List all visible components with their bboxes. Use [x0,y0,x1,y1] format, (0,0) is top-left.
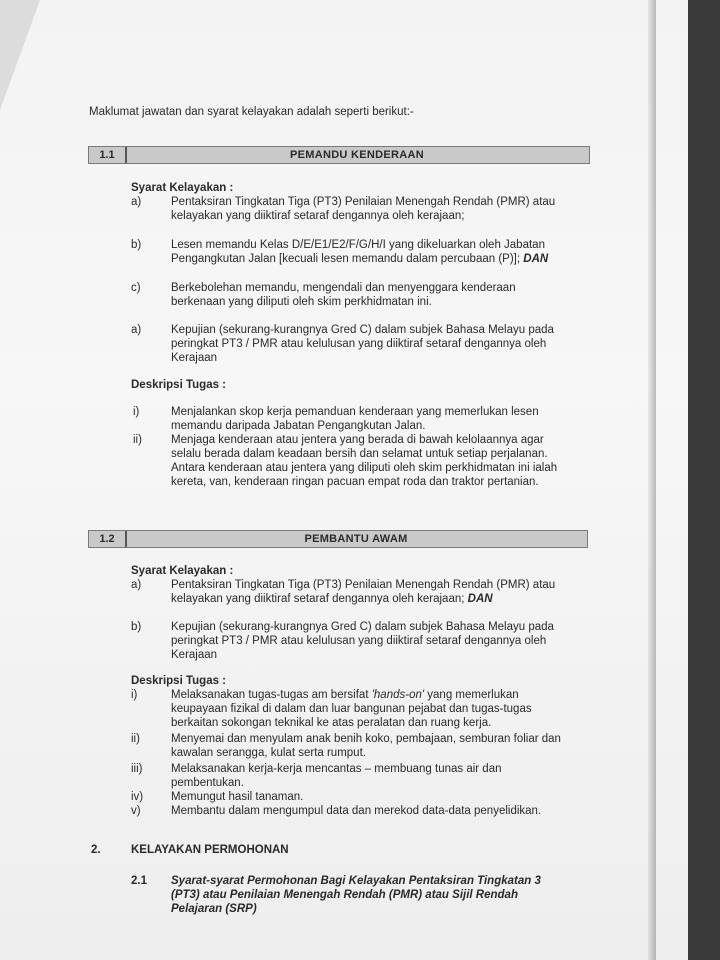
item-line: berkenaan yang diliputi oleh skim perkhidmatan ini. [171,296,432,308]
intro-text: Maklumat jawatan dan syarat kelayakan adalah seperti berikut:- [89,106,414,118]
item-label: iv) [131,791,144,803]
tugas-heading: Deskripsi Tugas : [131,675,227,687]
section-2-title: KELAYAKAN PERMOHONAN [131,844,289,856]
item-line: Antara kenderaan atau jentera yang diliputi oleh skim perkhidmatan ini ialah [171,462,558,474]
item-label: ii) [131,733,140,745]
item-label: i) [133,406,140,418]
item-label: v) [131,805,141,817]
item-label: a) [131,196,142,208]
item-line: kelayakan yang diiktiraf setaraf dengannya oleh kerajaan; DAN [171,593,493,605]
item-line: Kerajaan [171,649,218,661]
item-label: c) [131,282,141,294]
item-line: memandu daripada Jabatan Pengangkutan Jalan. [171,420,426,432]
item-label: i) [131,689,138,701]
hands-on-emphasis: 'hands-on' [371,689,425,701]
section-title: PEMANDU KENDERAAN [289,149,425,161]
item-line: Melaksanakan kerja-kerja mencantas – membuang tunas air dan [171,763,502,775]
section-header-1-1 [88,146,590,164]
section-title: PEMBANTU AWAM [304,533,408,545]
item-label: a) [131,579,142,591]
item-line: berkaitan sokongan teknikal ke atas peralatan dan ruang kerja. [171,717,492,729]
item-line: kereta, van, kenderaan ringan pacuan empat roda dan traktor pertanian. [171,476,539,488]
page-edge-shadow [648,0,656,960]
subsection-line: Pelajaran (SRP) [171,903,257,915]
tugas-heading: Deskripsi Tugas : [131,379,227,391]
item-line: peringkat PT3 / PMR atau kelulusan yang diiktiraf setaraf dengannya oleh [171,635,547,647]
section-header-1-2 [88,530,588,548]
item-label: a) [131,324,142,336]
item-line: Memungut hasil tanaman. [171,791,304,803]
subsection-number: 2.1 [131,875,147,887]
item-line: Pentaksiran Tingkatan Tiga (PT3) Penilaian Menengah Rendah (PMR) atau [171,579,556,591]
item-line: pembentukan. [171,777,244,789]
item-line: selalu berada dalam keadaan bersih dan selamat untuk setiap perjalanan. [171,448,548,460]
item-line: kawalan serangga, kulat serta rumput. [171,747,366,759]
section-number: 1.2 [89,531,127,547]
item-line: Kepujian (sekurang-kurangnya Gred C) dalam subjek Bahasa Melayu pada [171,324,554,336]
section-2-number: 2. [91,844,101,856]
item-line: Kerajaan [171,352,218,364]
item-line: Lesen memandu Kelas D/E/E1/E2/F/G/H/I yang dikeluarkan oleh Jabatan [171,239,545,251]
subsection-line: Syarat-syarat Permohonan Bagi Kelayakan Pentaksiran Tingkatan 3 [171,875,541,887]
syarat-heading: Syarat Kelayakan : [131,565,234,577]
syarat-heading: Syarat Kelayakan : [131,182,234,194]
item-label: ii) [133,434,142,446]
item-line: kelayakan yang diiktiraf setaraf dengannya oleh kerajaan; [171,210,465,222]
item-label: iii) [131,763,143,775]
folded-corner [0,0,40,110]
item-line: Berkebolehan memandu, mengendali dan menyenggara kenderaan [171,282,516,294]
item-label: b) [131,239,142,251]
dan-emphasis: DAN [523,253,549,265]
item-line: Menjalankan skop kerja pemanduan kenderaan yang memerlukan lesen [171,406,539,418]
section-number: 1.1 [89,147,127,163]
item-line: Kepujian (sekurang-kurangnya Gred C) dalam subjek Bahasa Melayu pada [171,621,554,633]
item-line: Menyemai dan menyulam anak benih koko, pembajaan, semburan foliar dan [171,733,561,745]
item-line: Membantu dalam mengumpul data dan merekod data-data penyelidikan. [171,805,542,817]
item-line: Melaksanakan tugas-tugas am bersifat 'hands-on' yang memerlukan [171,689,519,701]
item-line: Pengangkutan Jalan [kecuali lesen memandu dalam percubaan (P)]; DAN [171,253,549,265]
item-label: b) [131,621,142,633]
dan-emphasis: DAN [467,593,493,605]
item-line: peringkat PT3 / PMR atau kelulusan yang diiktiraf setaraf dengannya oleh [171,338,547,350]
item-line: Menjaga kenderaan atau jentera yang berada di bawah kelolaannya agar [171,434,544,446]
item-line: Pentaksiran Tingkatan Tiga (PT3) Penilaian Menengah Rendah (PMR) atau [171,196,556,208]
item-line: keupayaan fizikal di dalam dan luar bangunan pejabat dan tugas-tugas [171,703,532,715]
subsection-line: (PT3) atau Penilaian Menengah Rendah (PMR) atau Sijil Rendah [171,889,518,901]
